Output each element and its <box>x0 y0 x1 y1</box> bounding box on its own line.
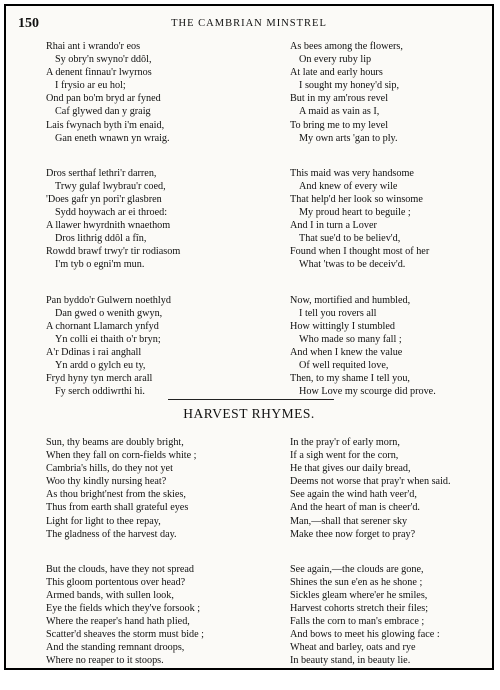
verse-line: My own arts 'gan to ply. <box>299 132 398 144</box>
verse-line: I frysio ar eu hol; <box>55 80 126 92</box>
verse-line: And the heart of man is cheer'd. <box>290 502 420 514</box>
verse-line: In beauty stand, in beauty lie. <box>290 655 411 667</box>
verse-line: How wittingly I stumbled <box>290 320 395 332</box>
stanza <box>290 167 500 272</box>
verse-line: And I in turn a Lover <box>290 220 377 232</box>
verse-line: Eye the fields which they've forsook ; <box>46 603 201 615</box>
page-header <box>6 16 492 34</box>
book-page <box>4 4 494 670</box>
verse-line: Cambria's hills, do they not yet <box>46 463 173 475</box>
verse-line: Where the reaper's hand hath plied, <box>46 616 190 628</box>
verse-line: Light for light to thee repay, <box>46 515 161 527</box>
running-title: THE CAMBRIAN MINSTREL <box>171 18 327 29</box>
verse-line: This maid was very handsome <box>290 167 414 179</box>
verse-line: Falls the corn to man's embrace ; <box>290 616 425 628</box>
verse-line: Rowdd brawf trwy'r tir rodiasom <box>46 246 181 258</box>
verse-line: And knew of every wile <box>299 180 398 192</box>
verse-line: And when I knew the value <box>290 346 403 358</box>
verse-line: See again,—the clouds are gone, <box>290 563 424 575</box>
verse-line: Found when I thought most of her <box>290 246 430 258</box>
verse-line: Fryd hyny tyn merch arall <box>46 373 153 385</box>
verse-line: Where no reaper to it stoops. <box>46 655 164 667</box>
verse-line: A'r Ddinas i rai anghall <box>46 346 142 358</box>
verse-line: I'm tyb o egni'm mun. <box>55 259 145 271</box>
stanza <box>46 436 261 541</box>
verse-line: Sy obry'n swyno'r ddôl, <box>55 54 152 66</box>
verse-line: Dros serthaf lethri'r darren, <box>46 167 157 179</box>
verse-line: Rhai ant i wrando'r eos <box>46 41 141 52</box>
stanza <box>46 294 261 399</box>
verse-line: If a sigh went for the corn, <box>290 450 399 462</box>
harvest-rhymes-right-column <box>290 436 500 690</box>
verse-line: My proud heart to beguile ; <box>299 207 411 219</box>
verse-line: Caf glywed dan y graig <box>55 106 151 118</box>
verse-line: To bring me to my level <box>290 119 389 131</box>
verse-line: Scatter'd sheaves the storm must bide ; <box>46 629 205 641</box>
verse-line: Thus from earth shall grateful eyes <box>46 502 189 514</box>
verse-line: How Love my scourge did prove. <box>299 386 436 398</box>
verse-line: Dan gwed o wenith gwyn, <box>55 307 163 319</box>
verse-line: When they fall on corn-fields white ; <box>46 450 197 462</box>
verse-line: Pan byddo'r Gulwern noethlyd <box>46 294 171 306</box>
verse-line: Lais fwynach byth i'm enaid, <box>46 119 165 131</box>
verse-line: As bees among the flowers, <box>290 41 403 52</box>
verse-line: But in my am'rous revel <box>290 93 389 105</box>
verse-line: Shines the sun e'en as he shone ; <box>290 576 423 588</box>
verse-line: That help'd her look so winsome <box>290 193 423 205</box>
verse-line: Yn colli ei thaith o'r bryn; <box>55 333 161 345</box>
verse-line: Trwy gulaf lwybrau'r coed, <box>55 180 166 192</box>
verse-line: On every ruby lip <box>299 54 372 66</box>
verse-line: This gloom portentous over head? <box>46 576 186 588</box>
verse-line: Wheat and barley, oats and rye <box>290 642 416 654</box>
verse-line: Of well requited love, <box>299 359 389 371</box>
harvest-rhymes-left-column <box>46 436 261 690</box>
verse-line: And bows to meet his glowing face : <box>290 629 440 641</box>
stanza <box>290 40 500 145</box>
verse-line: I tell you rovers all <box>299 307 377 319</box>
verse-line: But the clouds, have they not spread <box>46 563 194 575</box>
verse-line: A llawer hwyrdnith wnaethom <box>46 220 171 232</box>
stanza <box>46 40 261 145</box>
section-divider <box>168 399 334 400</box>
verse-line: Yn ardd o gylch eu ty, <box>55 359 146 371</box>
verse-line: Woo thy kindly nursing heat? <box>46 476 167 488</box>
verse-line: Fy serch oddiwrthi hi. <box>55 386 145 398</box>
verse-line: And the standing remnant droops, <box>46 642 185 654</box>
verse-line: What 'twas to be deceiv'd. <box>299 259 406 271</box>
verse-line: Man,—shall that serener sky <box>290 515 408 527</box>
verse-line: A denent finnau'r lwyrnos <box>46 67 152 79</box>
english-translation-column <box>290 40 500 420</box>
verse-line: Harvest cohorts stretch their files; <box>290 603 429 615</box>
verse-line: Make thee now forget to pray? <box>290 528 416 540</box>
verse-line: That sue'd to be believ'd, <box>299 233 401 245</box>
section-title: HARVEST RHYMES. <box>183 406 315 421</box>
verse-line: The gladness of the harvest day. <box>46 528 177 540</box>
verse-line: Who made so many fall ; <box>299 333 402 345</box>
welsh-poem-column <box>46 40 261 420</box>
stanza <box>46 167 261 272</box>
verse-line: A chornant Llamarch ynfyd <box>46 320 159 332</box>
verse-line: At late and early hours <box>290 67 383 79</box>
stanza <box>46 563 261 668</box>
verse-line: Dros lithrig ddôl a fîn, <box>55 233 147 245</box>
verse-line: Deems not worse that pray'r when said. <box>290 476 451 488</box>
verse-line: A maid as vain as I, <box>299 106 380 118</box>
verse-line: In the pray'r of early morn, <box>290 437 400 448</box>
verse-line: Sickles gleam where'er he smiles, <box>290 589 428 601</box>
verse-line: Sydd hoywach ar ei throed: <box>55 207 168 219</box>
verse-line: Gan eneth wnawn yn wraig. <box>55 132 170 144</box>
verse-line: See again the wind hath veer'd, <box>290 489 417 501</box>
stanza <box>290 563 500 668</box>
verse-line: Ond pan bo'm bryd ar fyned <box>46 93 161 105</box>
verse-line: He that gives our daily bread, <box>290 463 411 475</box>
verse-line: Sun, thy beams are doubly bright, <box>46 437 184 448</box>
verse-line: Now, mortified and humbled, <box>290 294 411 306</box>
stanza <box>290 436 500 541</box>
stanza <box>290 294 500 399</box>
verse-line: Then, to my shame I tell you, <box>290 373 410 385</box>
verse-line: As thou bright'nest from the skies, <box>46 489 186 501</box>
page-number: 150 <box>18 16 39 31</box>
verse-line: I sought my honey'd sip, <box>299 80 400 92</box>
verse-line: Armed bands, with sullen look, <box>46 589 174 601</box>
verse-line: 'Does gafr yn pori'r glasbren <box>46 193 162 205</box>
